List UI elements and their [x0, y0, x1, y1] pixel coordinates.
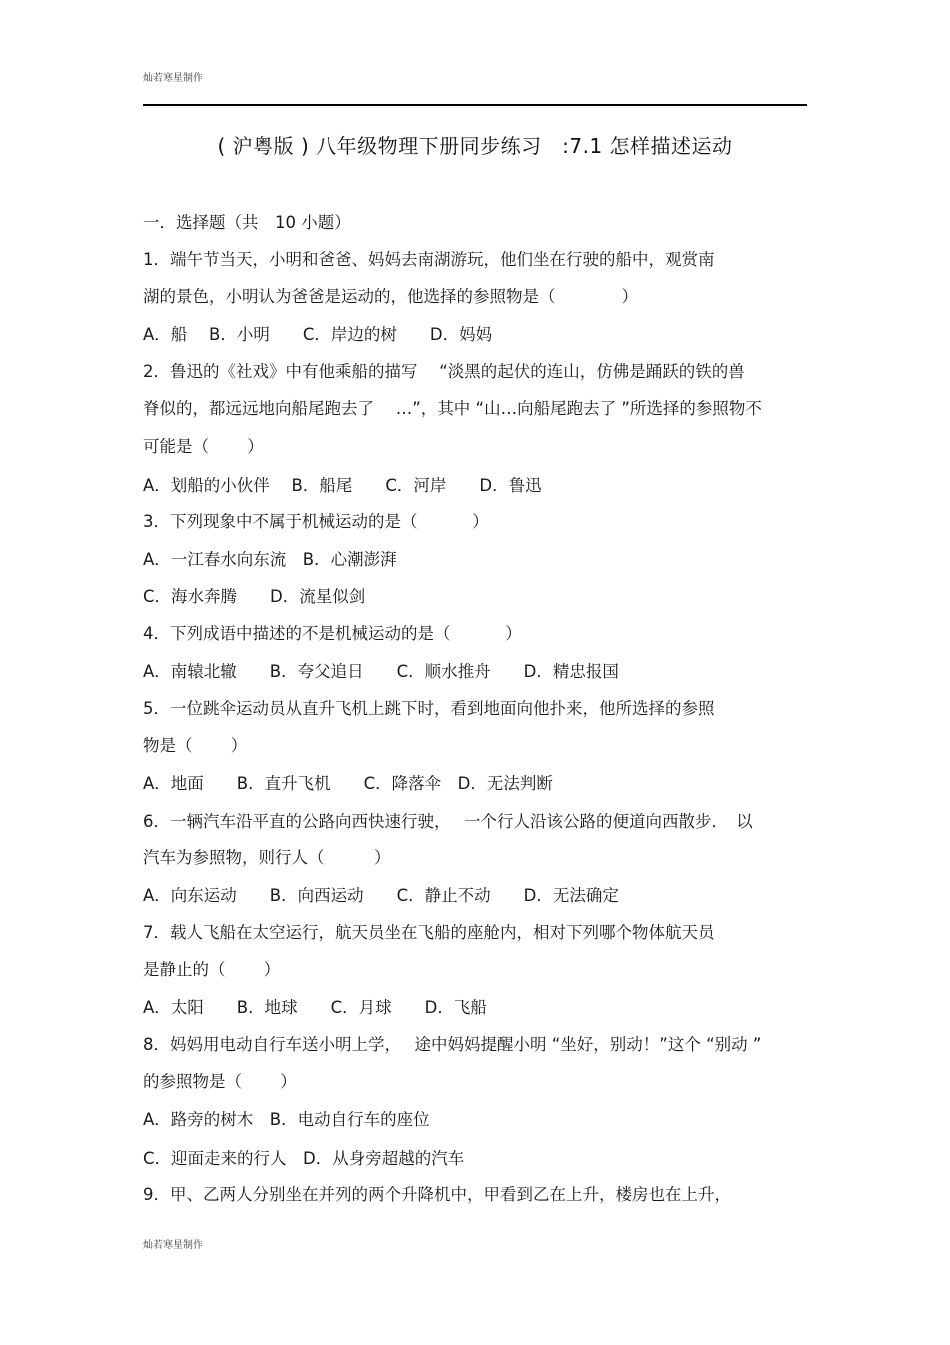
header-note: 灿若寒星制作 — [143, 73, 203, 84]
section-heading: 一．选择题（共 10 小题） — [143, 213, 351, 232]
option-line: A．一江春水向东流 B．心潮澎湃 — [143, 550, 397, 569]
option-line: A．向东运动 B．向西运动 C．静止不动 D．无法确定 — [143, 886, 619, 905]
option-line: C．海水奔腾 D．流星似剑 — [143, 587, 366, 606]
question-line: 汽车为参照物，则行人（ ） — [143, 848, 391, 867]
question-line: 8．妈妈用电动自行车送小明上学， 途中妈妈提醒小明 “坐好，别动！”这个 “别动 ” — [143, 1035, 762, 1054]
option-line: A．地面 B．直升飞机 C．降落伞 D．无法判断 — [143, 774, 553, 793]
question-line: 4．下列成语中描述的不是机械运动的是（ ） — [143, 624, 522, 643]
question-line: 是静止的（ ） — [143, 960, 281, 979]
question-line: 3．下列现象中不属于机械运动的是（ ） — [143, 512, 489, 531]
question-line: 的参照物是（ ） — [143, 1072, 297, 1091]
option-line: A．太阳 B．地球 C．月球 D．飞船 — [143, 998, 487, 1017]
question-line: 物是（ ） — [143, 736, 248, 755]
option-line: C．迎面走来的行人 D．从身旁超越的汽车 — [143, 1149, 465, 1168]
question-line: 1．端午节当天，小明和爸爸、妈妈去南湖游玩，他们坐在行驶的船中，观赏南 — [143, 250, 715, 269]
question-line: 2．鲁迅的《社戏》中有他乘船的描写 “淡黑的起伏的连山，仿佛是踊跃的铁的兽 — [143, 362, 745, 381]
page-title: ( 沪粤版 ) 八年级物理下册同步练习 :7.1 怎样描述运动 — [217, 134, 733, 158]
option-line: A．船 B．小明 C．岸边的树 D．妈妈 — [143, 325, 493, 344]
question-line: 5．一位跳伞运动员从直升飞机上跳下时，看到地面向他扑来，他所选择的参照 — [143, 699, 715, 718]
question-line: 9．甲、乙两人分别坐在并列的两个升降机中，甲看到乙在上升，楼房也在上升， — [143, 1185, 731, 1204]
question-line: 脊似的，都远远地向船尾跑去了 …”，其中 “山…向船尾跑去了 ”所选择的参照物不 — [143, 399, 762, 418]
option-line: A．南辕北辙 B．夸父追日 C．顺水推舟 D．精忠报国 — [143, 662, 619, 681]
header-rule — [143, 104, 807, 106]
footer-note: 灿若寒星制作 — [143, 1240, 203, 1251]
question-line: 可能是（ ） — [143, 437, 264, 456]
question-line: 湖的景色，小明认为爸爸是运动的，他选择的参照物是（ ） — [143, 287, 638, 306]
question-line: 6．一辆汽车沿平直的公路向西快速行驶， 一个行人沿该公路的便道向西散步． 以 — [143, 812, 753, 831]
question-line: 7．载人飞船在太空运行，航天员坐在飞船的座舱内，相对下列哪个物体航天员 — [143, 923, 715, 942]
option-line: A．划船的小伙伴 B．船尾 C．河岸 D．鲁迅 — [143, 476, 542, 495]
option-line: A．路旁的树木 B．电动自行车的座位 — [143, 1110, 430, 1129]
